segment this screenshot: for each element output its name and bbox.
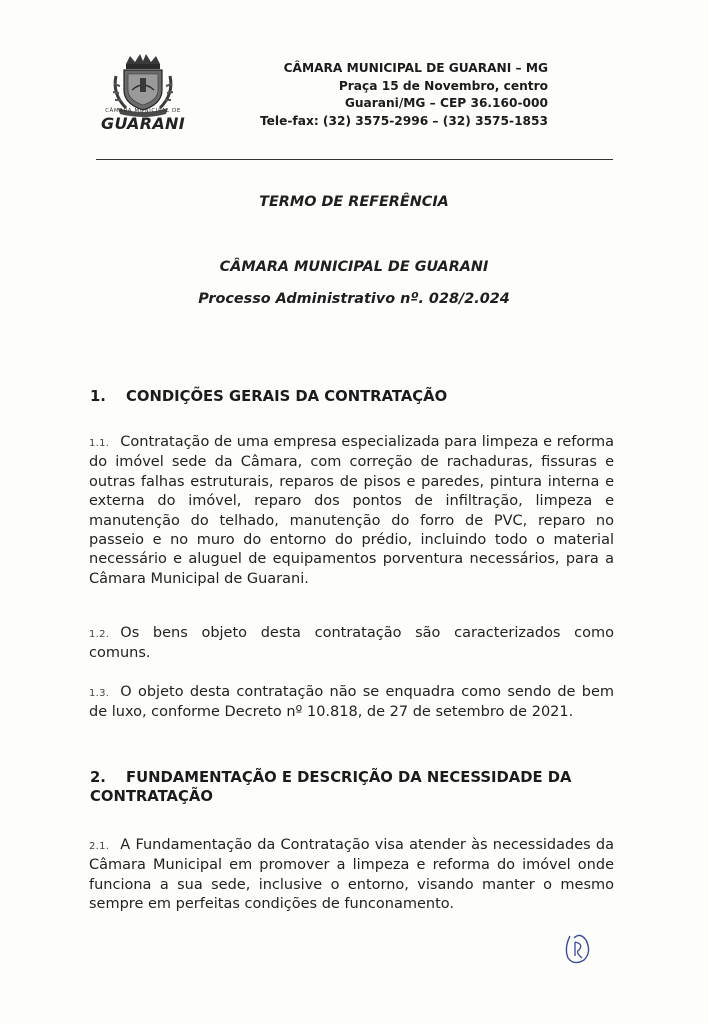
address-line-name: CÂMARA MUNICIPAL DE GUARANI – MG (283, 61, 548, 75)
clause-paragraph (89, 433, 614, 589)
section-number: 1. (90, 388, 106, 405)
clause-text: Contratação de uma empresa especializada para limpeza e reforma do imóvel sede da Câmara, com correção de rachaduras, fissuras e outras falhas estruturais, reparos de pisos e paredes, pintura interna e externa do imóvel, reparo dos pontos de infiltração, limpeza e manutenção do telhado, manutenção do forro de PVC, reparo no passeio e no muro do entorno do prédio, incluindo todo o material necessário e aluguel de equipamentos porventura necessários, para a Câmara Municipal de Guarani. (89, 434, 614, 587)
address-line-city: Guarani/MG – CEP 36.160-000 (344, 96, 548, 111)
header-divider (96, 159, 613, 160)
clause-text: Os bens objeto desta contratação são caracterizados como comuns. (89, 625, 614, 662)
clause-number: 2.1. (89, 841, 110, 852)
section-heading (90, 387, 620, 406)
section-title: FUNDAMENTAÇÃO E DESCRIÇÃO DA NECESSIDADE DA CONTRATAÇÃO (90, 769, 572, 805)
section-number: 2. (90, 769, 106, 786)
section-title: CONDIÇÕES GERAIS DA CONTRATAÇÃO (126, 388, 448, 405)
crest-caption-logo-text: GUARANI (101, 114, 185, 133)
document-title: TERMO DE REFERÊNCIA (259, 194, 449, 210)
clause-paragraph (89, 836, 614, 915)
clause-number: 1.2. (89, 629, 110, 640)
clause-paragraph (89, 683, 614, 723)
entity-title: CÂMARA MUNICIPAL DE GUARANI (219, 259, 489, 275)
address-line-street: Praça 15 de Novembro, centro (338, 78, 548, 93)
section-heading (90, 768, 616, 806)
clause-paragraph (89, 624, 614, 664)
clause-number: 1.3. (89, 688, 110, 699)
crest-caption-small: CÂMARA MUNICIPAL DE (105, 108, 181, 114)
clause-text: A Fundamentação da Contratação visa atender às necessidades da Câmara Municipal em promover a limpeza e reforma do imóvel onde funciona a sua sede, inclusive o entorno, visando manter o mesmo sempre em perfeitas condições de funconamento. (89, 837, 614, 913)
clause-number: 1.1. (89, 438, 110, 449)
handwritten-initials-icon (560, 928, 596, 968)
clause-text: O objeto desta contratação não se enquadra como sendo de bem de luxo, conforme Decreto nº 10.818, de 27 de setembro de 2021. (89, 684, 614, 721)
process-number: Processo Administrativo nº. 028/2.024 (198, 291, 510, 307)
address-line-phone: Tele-fax: (32) 3575-2996 – (32) 3575-1853 (259, 113, 548, 128)
institution-address (208, 60, 548, 130)
